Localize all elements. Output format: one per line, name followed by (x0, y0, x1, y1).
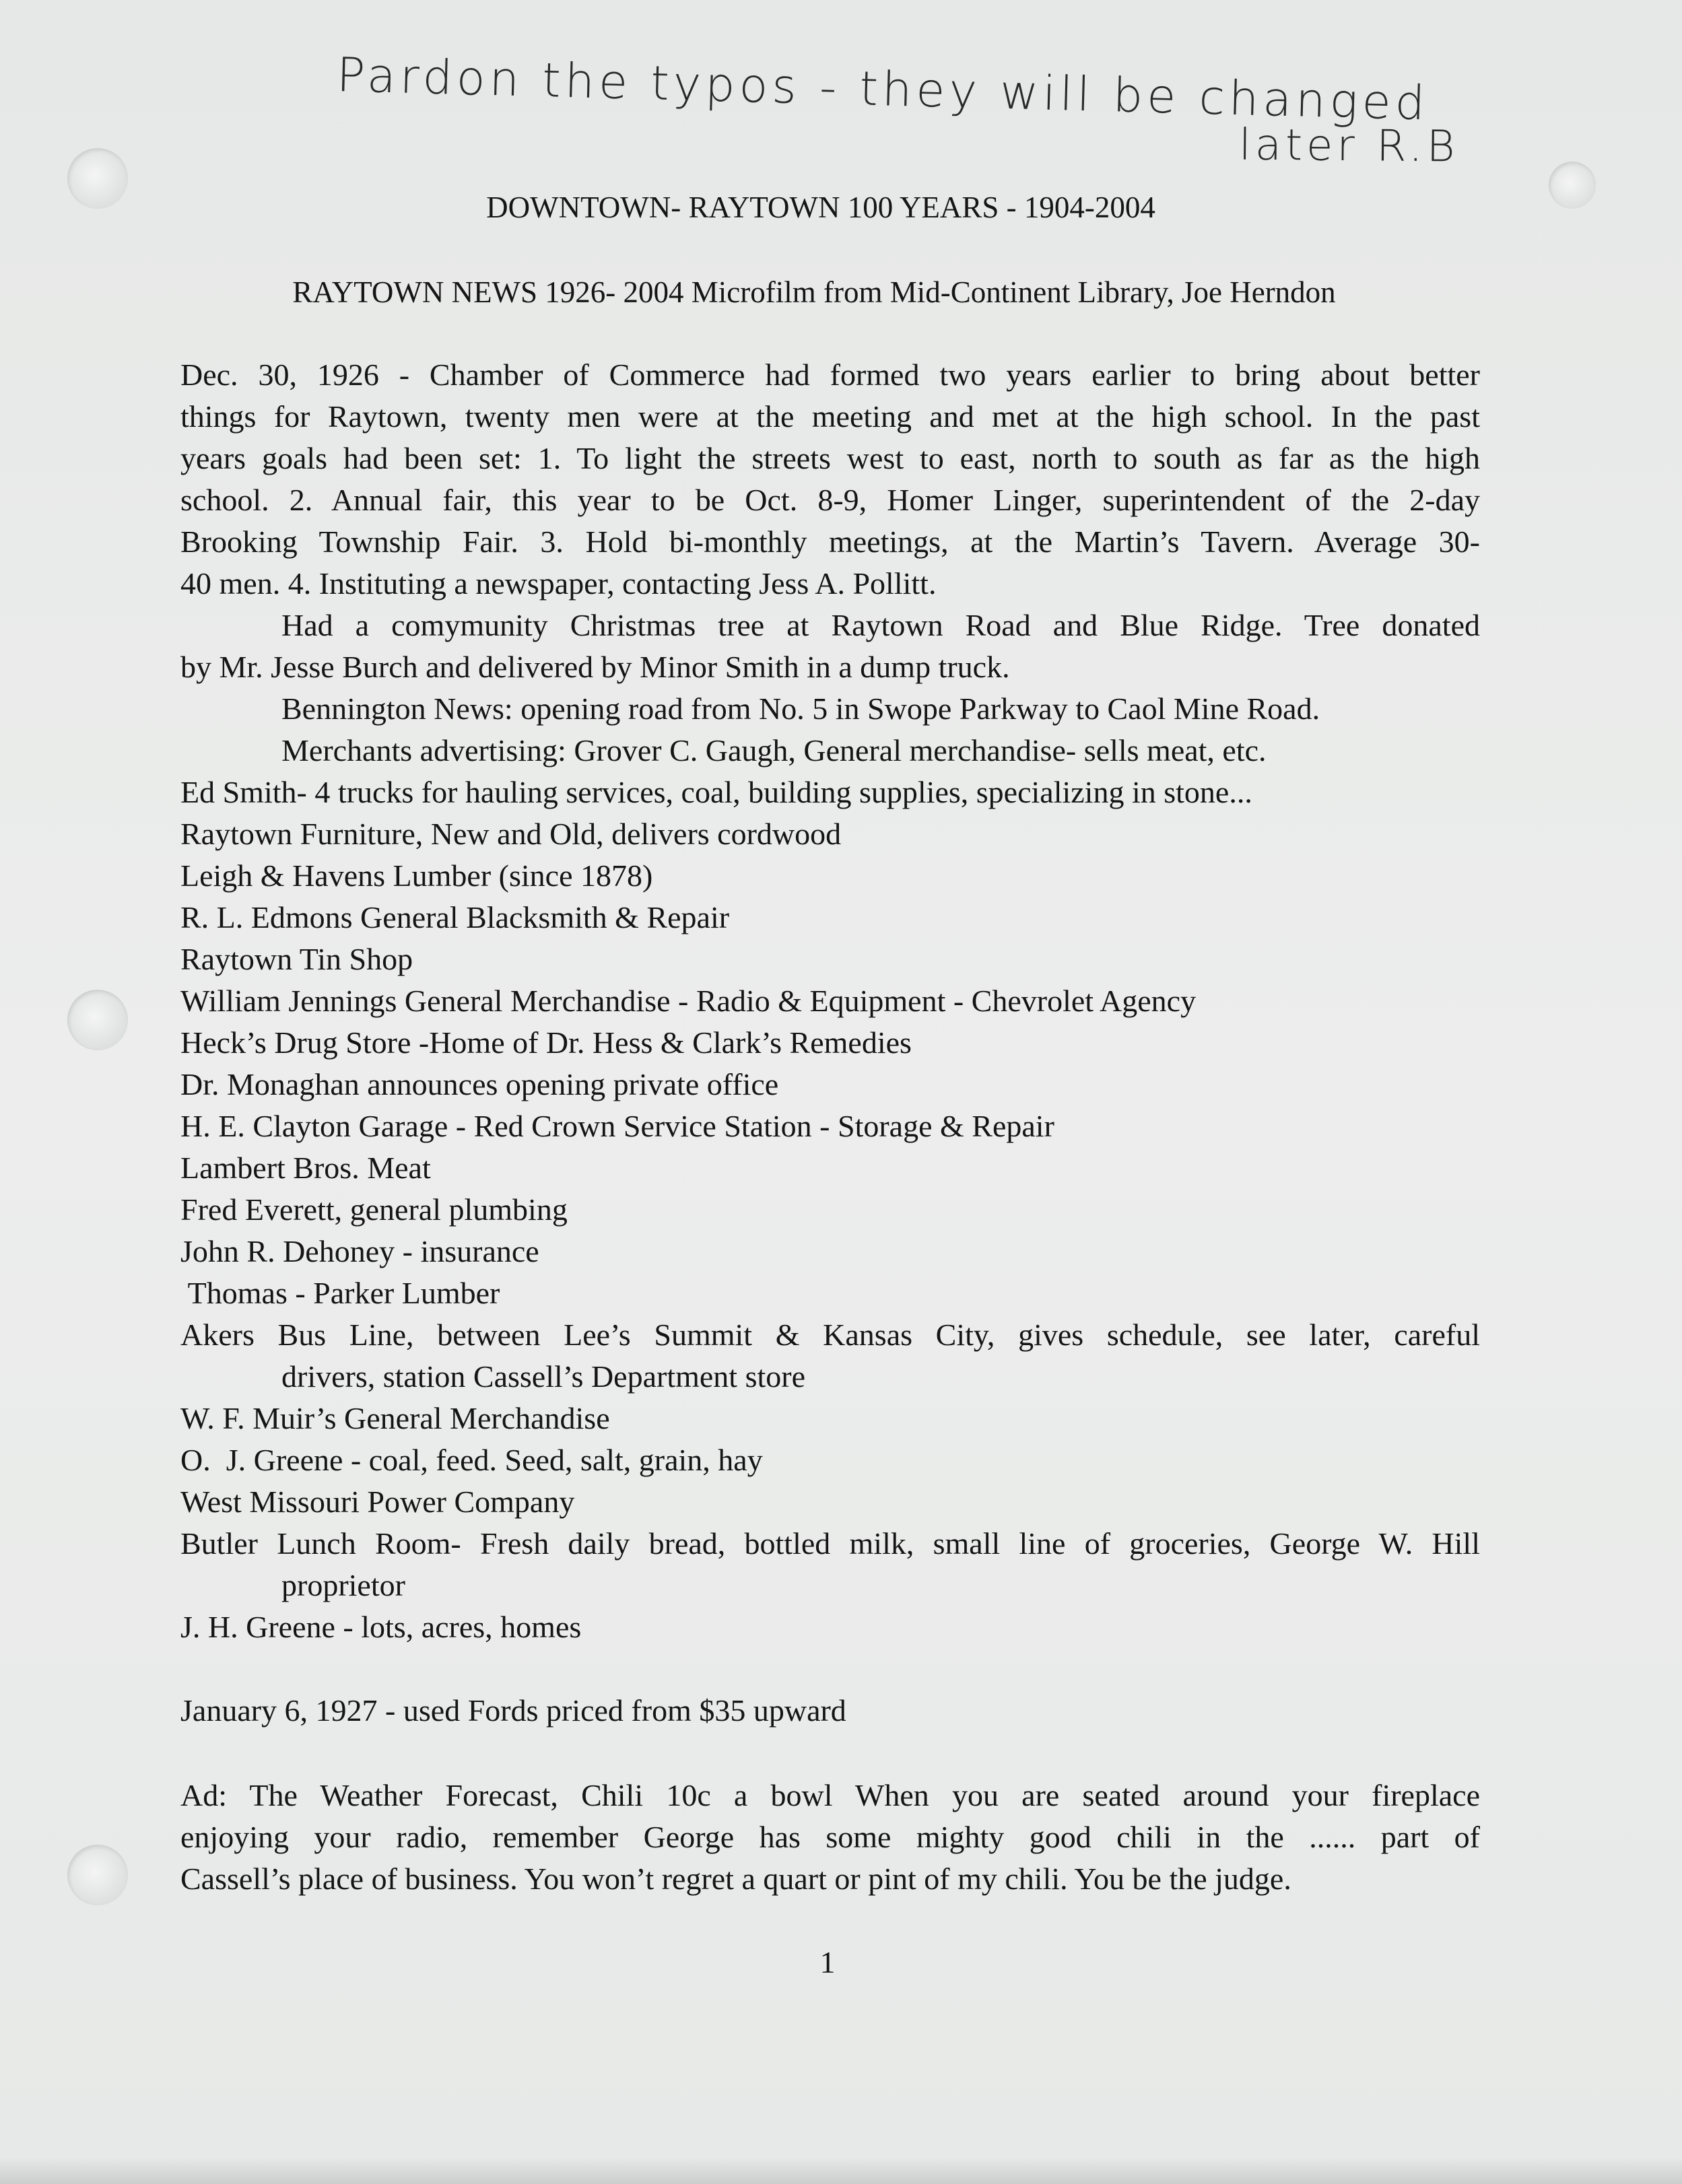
merchant-item: Lambert Bros. Meat (180, 1151, 431, 1185)
paragraph-line: Bennington News: opening road from No. 5 in Swope Parkway to Caol Mine Road. (281, 691, 1320, 726)
paragraph-line: school. 2. Annual fair, this year to be Oct. 8-9, Homer Linger, superintendent of the 2-day (180, 483, 1480, 517)
merchant-item: Raytown Tin Shop (180, 942, 413, 976)
paragraph-line: Brooking Township Fair. 3. Hold bi-monthly meetings, at the Martin’s Tavern. Average 30- (180, 524, 1480, 559)
merchant-item: John R. Dehoney - insurance (180, 1234, 539, 1268)
merchant-item: R. L. Edmons General Blacksmith & Repair (180, 900, 730, 934)
merchant-item: drivers, station Cassell’s Department store (281, 1359, 806, 1394)
paragraph-line: January 6, 1927 - used Fords priced from $35 upward (180, 1693, 846, 1728)
merchant-item: proprietor (281, 1568, 405, 1602)
merchant-item: Fred Everett, general plumbing (180, 1192, 568, 1227)
ad-line: Ad: The Weather Forecast, Chili 10c a bowl When you are seated around your fireplace (180, 1778, 1480, 1812)
paragraph-line: years goals had been set: 1. To light the streets west to east, north to south as far as the high (180, 441, 1480, 475)
merchant-item: O. J. Greene - coal, feed. Seed, salt, grain, hay (180, 1443, 763, 1477)
document-title: DOWNTOWN- RAYTOWN 100 YEARS - 1904-2004 (486, 191, 1155, 224)
merchant-item: Ed Smith- 4 trucks for hauling services, coal, building supplies, specializing in stone... (180, 775, 1252, 809)
document-source: RAYTOWN NEWS 1926- 2004 Microfilm from Mid-Continent Library, Joe Herndon (292, 275, 1336, 309)
page-edge-shadow (0, 2157, 1682, 2184)
merchant-item: H. E. Clayton Garage - Red Crown Service Station - Storage & Repair (180, 1109, 1054, 1143)
punch-hole-bottom (67, 1845, 128, 1905)
handwritten-note-line2: later R.B (1238, 120, 1459, 172)
page-number: 1 (819, 1945, 836, 1979)
paragraph-line: Had a comymunity Christmas tree at Raytown Road and Blue Ridge. Tree donated (281, 608, 1480, 642)
merchant-item: Akers Bus Line, between Lee’s Summit & Kansas City, gives schedule, see later, careful (180, 1318, 1480, 1352)
merchant-item: Raytown Furniture, New and Old, delivers cordwood (180, 817, 842, 851)
merchant-item: W. F. Muir’s General Merchandise (180, 1401, 610, 1435)
merchant-item: Thomas - Parker Lumber (180, 1276, 500, 1310)
paragraph-line: Merchants advertising: Grover C. Gaugh, General merchandise- sells meat, etc. (281, 733, 1267, 767)
merchant-item: Dr. Monaghan announces opening private office (180, 1067, 779, 1101)
ad-line: Cassell’s place of business. You won’t regret a quart or pint of my chili. You be the judge. (180, 1862, 1291, 1896)
merchant-item: William Jennings General Merchandise - Radio & Equipment - Chevrolet Agency (180, 984, 1197, 1018)
handwritten-note-line1: Pardon the typos - they will be changed (335, 47, 1430, 131)
ad-line: enjoying your radio, remember George has some mighty good chili in the ...... part of (180, 1820, 1480, 1854)
merchant-item: Butler Lunch Room- Fresh daily bread, bottled milk, small line of groceries, George W. Hill (180, 1526, 1480, 1561)
merchant-item: Heck’s Drug Store -Home of Dr. Hess & Clark’s Remedies (180, 1025, 912, 1060)
paragraph-line: things for Raytown, twenty men were at the meeting and met at the high school. In the past (180, 399, 1480, 434)
paragraph-line: Dec. 30, 1926 - Chamber of Commerce had formed two years earlier to bring about better (180, 357, 1480, 392)
merchant-item: Leigh & Havens Lumber (since 1878) (180, 858, 653, 893)
paragraph-line: by Mr. Jesse Burch and delivered by Minor Smith in a dump truck. (180, 650, 1010, 684)
punch-hole-middle (67, 990, 128, 1050)
paragraph-line: 40 men. 4. Instituting a newspaper, contacting Jess A. Pollitt. (180, 566, 937, 601)
merchant-item: West Missouri Power Company (180, 1485, 575, 1519)
merchant-item: J. H. Greene - lots, acres, homes (180, 1610, 582, 1644)
